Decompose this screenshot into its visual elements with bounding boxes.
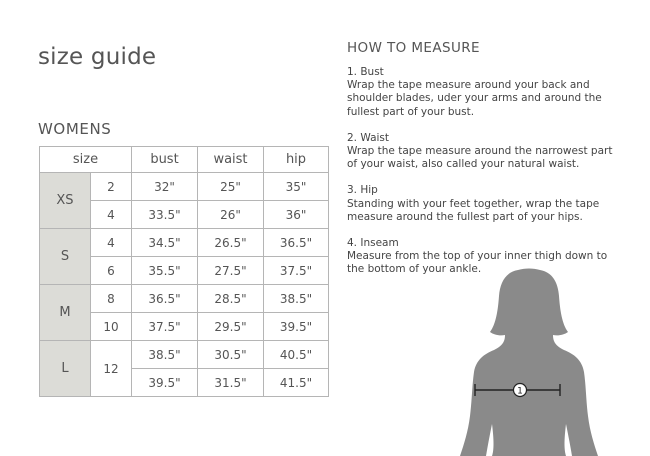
measure-step-bust [347,66,617,119]
size-number: 4 [91,229,132,257]
bust-value: 38.5" [132,341,198,369]
hip-value: 35" [264,173,329,201]
hip-header: hip [264,147,329,173]
size-number: 2 [91,173,132,201]
hip-value: 36" [264,201,329,229]
size-label-s: S [40,229,91,285]
section-title: WOMENS [38,120,112,138]
size-table [39,146,329,397]
size-number: 8 [91,285,132,313]
bust-marker-label: 1 [517,386,523,397]
waist-value: 28.5" [198,285,264,313]
step-heading: 2. Waist [347,131,390,144]
step-text: Standing with your feet together, wrap the tape measure around the fullest part of your hips. [347,197,600,223]
step-text: Wrap the tape measure around the narrowest part of your waist, also called your natural waist. [347,145,613,171]
bust-value: 32" [132,173,198,201]
table-row [40,229,329,257]
waist-value: 26.5" [198,229,264,257]
hip-value: 36.5" [264,229,329,257]
page-title: size guide [38,44,157,70]
hip-value: 38.5" [264,285,329,313]
size-header: size [40,147,132,173]
size-label-l: L [40,341,91,397]
waist-value: 30.5" [198,341,264,369]
size-label-m: M [40,285,91,341]
bust-value: 34.5" [132,229,198,257]
how-to-measure-section [347,40,617,290]
step-text: Wrap the tape measure around your back and shoulder blades, uder your arms and around the fullest part of your bust. [347,79,602,118]
step-text: Measure from the top of your inner thigh down to the bottom of your ankle. [347,250,608,276]
measure-step-hip [347,184,617,224]
step-heading: 1. Bust [347,66,384,78]
size-label-xs: XS [40,173,91,229]
table-header-row [40,147,329,173]
bust-value: 35.5" [132,257,198,285]
hip-value: 41.5" [264,369,329,397]
table-row [40,341,329,369]
table-row [40,285,329,313]
body-silhouette-figure [450,268,610,456]
hip-value: 39.5" [264,313,329,341]
size-number: 6 [91,257,132,285]
hip-value: 37.5" [264,257,329,285]
step-heading: 4. Inseam [347,237,399,250]
size-number: 10 [91,313,132,341]
how-to-measure-title: HOW TO MEASURE [347,40,480,56]
step-heading: 3. Hip [347,184,378,197]
waist-value: 26" [198,201,264,229]
hip-value: 40.5" [264,341,329,369]
waist-value: 31.5" [198,369,264,397]
waist-header: waist [198,147,264,173]
waist-value: 27.5" [198,257,264,285]
waist-value: 25" [198,173,264,201]
waist-value: 29.5" [198,313,264,341]
body-silhouette [460,269,598,456]
measure-step-waist [347,132,617,172]
bust-value: 33.5" [132,201,198,229]
bust-header: bust [132,147,198,173]
bust-value: 37.5" [132,313,198,341]
bust-value: 36.5" [132,285,198,313]
table-row [40,173,329,201]
size-number: 12 [91,341,132,397]
bust-value: 39.5" [132,369,198,397]
size-number: 4 [91,201,132,229]
